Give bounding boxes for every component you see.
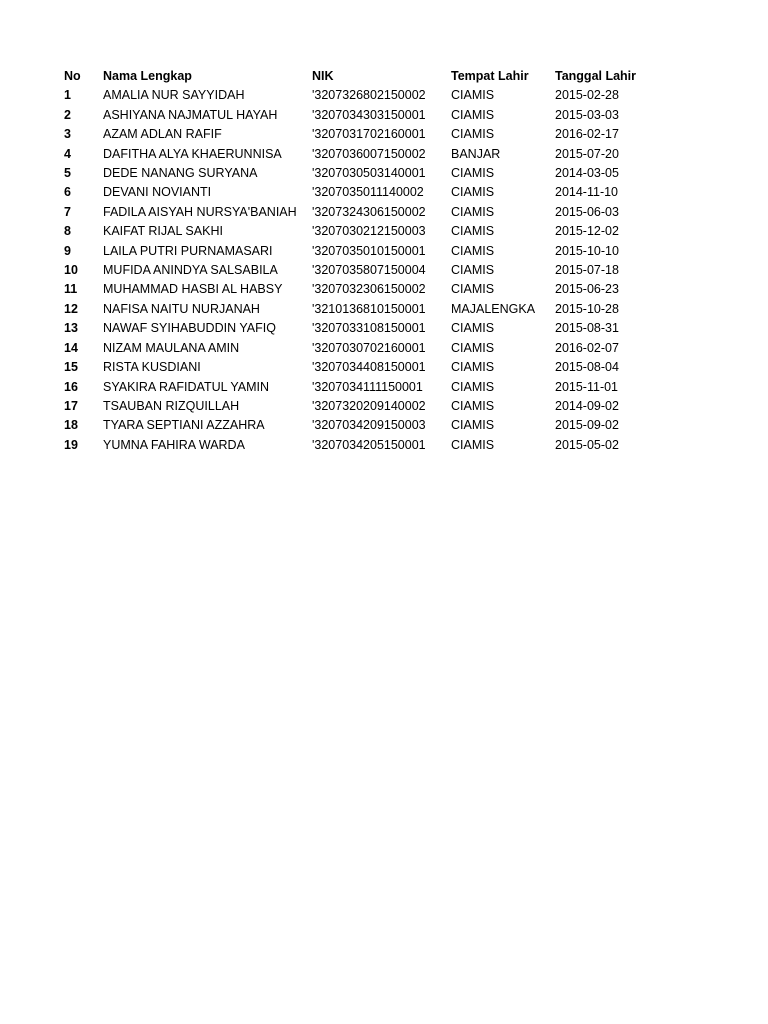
cell-nik: '3207030702160001 <box>312 340 426 355</box>
cell-nik: '3210136810150001 <box>312 301 426 316</box>
cell-tempat-lahir: MAJALENGKA <box>451 301 536 316</box>
cell-nama-lengkap: FADILA AISYAH NURSYA'BANIAH <box>103 204 297 219</box>
cell-tempat-lahir: CIAMIS <box>451 224 495 239</box>
cell-tanggal-lahir: 2015-06-03 <box>555 204 619 219</box>
cell-tempat-lahir: CIAMIS <box>451 166 495 181</box>
cell-tempat-lahir: CIAMIS <box>451 437 495 452</box>
cell-tanggal-lahir: 2014-11-10 <box>555 185 619 200</box>
cell-tempat-lahir: CIAMIS <box>451 398 495 413</box>
cell-nik: '3207036007150002 <box>312 146 426 161</box>
cell-tanggal-lahir: 2015-05-02 <box>555 437 619 452</box>
cell-nama-lengkap: NIZAM MAULANA AMIN <box>103 340 240 355</box>
cell-tempat-lahir: CIAMIS <box>451 282 495 297</box>
table-row <box>60 436 645 455</box>
table-row <box>60 300 645 319</box>
cell-nik: '3207035011140002 <box>312 185 424 200</box>
header-nik: NIK <box>312 69 334 83</box>
cell-nik: '3207320209140002 <box>312 398 426 413</box>
cell-no: 3 <box>64 127 71 142</box>
cell-tempat-lahir: CIAMIS <box>451 321 495 336</box>
cell-nama-lengkap: AMALIA NUR SAYYIDAH <box>103 88 245 103</box>
cell-nama-lengkap: TSAUBAN RIZQUILLAH <box>103 398 240 413</box>
table-row <box>60 397 645 416</box>
cell-no: 9 <box>64 243 71 258</box>
header-tanggal-lahir: Tanggal Lahir <box>555 69 637 83</box>
cell-nik: '3207031702160001 <box>312 127 426 142</box>
cell-no: 4 <box>64 146 71 161</box>
cell-nik: '3207034111150001 <box>312 379 423 394</box>
cell-nama-lengkap: SYAKIRA RAFIDATUL YAMIN <box>103 379 270 394</box>
cell-no: 13 <box>64 321 78 336</box>
header-no: No <box>64 69 81 83</box>
cell-nama-lengkap: KAIFAT RIJAL SAKHI <box>103 224 223 239</box>
cell-no: 5 <box>64 166 71 181</box>
table-row <box>60 242 645 261</box>
cell-no: 18 <box>64 418 78 433</box>
table-row <box>60 125 645 144</box>
cell-nama-lengkap: MUHAMMAD HASBI AL HABSY <box>103 282 283 297</box>
cell-nik: '3207034303150001 <box>312 107 426 122</box>
cell-tempat-lahir: CIAMIS <box>451 88 495 103</box>
table-row <box>60 378 645 397</box>
cell-nama-lengkap: RISTA KUSDIANI <box>103 360 201 375</box>
cell-tanggal-lahir: 2014-09-02 <box>555 398 619 413</box>
cell-tanggal-lahir: 2015-02-28 <box>555 88 619 103</box>
cell-no: 8 <box>64 224 71 239</box>
cell-no: 1 <box>64 88 71 103</box>
cell-nik: '3207030503140001 <box>312 166 426 181</box>
cell-nama-lengkap: DEVANI NOVIANTI <box>103 185 212 200</box>
cell-tanggal-lahir: 2015-10-28 <box>555 301 619 316</box>
cell-nama-lengkap: YUMNA FAHIRA WARDA <box>103 437 245 452</box>
cell-no: 12 <box>64 301 78 316</box>
cell-nama-lengkap: NAFISA NAITU NURJANAH <box>103 301 260 316</box>
cell-tempat-lahir: CIAMIS <box>451 379 495 394</box>
table-row <box>60 339 645 358</box>
cell-tempat-lahir: CIAMIS <box>451 185 495 200</box>
table-row <box>60 280 645 299</box>
cell-nik: '3207033108150001 <box>312 321 426 336</box>
cell-tempat-lahir: BANJAR <box>451 146 501 161</box>
student-table <box>60 67 645 455</box>
cell-tempat-lahir: CIAMIS <box>451 107 495 122</box>
cell-tanggal-lahir: 2015-07-18 <box>555 263 619 278</box>
cell-tanggal-lahir: 2015-07-20 <box>555 146 619 161</box>
cell-nik: '3207034205150001 <box>312 437 426 452</box>
cell-nik: '3207032306150002 <box>312 282 426 297</box>
table-row <box>60 164 645 183</box>
table-row <box>60 106 645 125</box>
cell-tempat-lahir: CIAMIS <box>451 204 495 219</box>
header-tempat-lahir: Tempat Lahir <box>451 69 529 83</box>
cell-tanggal-lahir: 2015-12-02 <box>555 224 619 239</box>
cell-tanggal-lahir: 2015-11-01 <box>555 379 619 394</box>
cell-nik: '3207035807150004 <box>312 263 426 278</box>
cell-nik: '3207326802150002 <box>312 88 426 103</box>
cell-no: 17 <box>64 398 78 413</box>
cell-nik: '3207324306150002 <box>312 204 426 219</box>
cell-nama-lengkap: LAILA PUTRI PURNAMASARI <box>103 243 273 258</box>
cell-tempat-lahir: CIAMIS <box>451 263 495 278</box>
cell-tempat-lahir: CIAMIS <box>451 418 495 433</box>
cell-nama-lengkap: ASHIYANA NAJMATUL HAYAH <box>103 107 278 122</box>
cell-nama-lengkap: NAWAF SYIHABUDDIN YAFIQ <box>103 321 276 336</box>
table-row <box>60 203 645 222</box>
table-row <box>60 319 645 338</box>
header-nama-lengkap: Nama Lengkap <box>103 69 192 83</box>
table-row <box>60 86 645 105</box>
cell-nik: '3207035010150001 <box>312 243 426 258</box>
table-row <box>60 358 645 377</box>
table-body <box>60 86 645 455</box>
cell-tempat-lahir: CIAMIS <box>451 127 495 142</box>
cell-tempat-lahir: CIAMIS <box>451 340 495 355</box>
cell-no: 19 <box>64 437 78 452</box>
cell-tanggal-lahir: 2015-06-23 <box>555 282 619 297</box>
table-row <box>60 222 645 241</box>
cell-nik: '3207030212150003 <box>312 224 426 239</box>
cell-no: 15 <box>64 360 78 375</box>
cell-tanggal-lahir: 2016-02-17 <box>555 127 619 142</box>
cell-no: 14 <box>64 340 78 355</box>
cell-tanggal-lahir: 2016-02-07 <box>555 340 619 355</box>
cell-nik: '3207034408150001 <box>312 360 426 375</box>
cell-nama-lengkap: TYARA SEPTIANI AZZAHRA <box>103 418 265 433</box>
cell-tanggal-lahir: 2015-08-31 <box>555 321 619 336</box>
cell-no: 7 <box>64 204 71 219</box>
cell-tanggal-lahir: 2014-03-05 <box>555 166 619 181</box>
cell-no: 11 <box>64 282 78 297</box>
cell-no: 2 <box>64 107 71 122</box>
cell-no: 10 <box>64 263 78 278</box>
cell-tanggal-lahir: 2015-10-10 <box>555 243 619 258</box>
cell-tanggal-lahir: 2015-08-04 <box>555 360 619 375</box>
table-row <box>60 183 645 202</box>
table-row <box>60 416 645 435</box>
cell-nama-lengkap: MUFIDA ANINDYA SALSABILA <box>103 263 278 278</box>
table-header-row <box>60 67 645 86</box>
cell-nama-lengkap: DEDE NANANG SURYANA <box>103 166 258 181</box>
cell-no: 16 <box>64 379 78 394</box>
cell-nama-lengkap: AZAM ADLAN RAFIF <box>103 127 222 142</box>
cell-nik: '3207034209150003 <box>312 418 426 433</box>
cell-no: 6 <box>64 185 71 200</box>
table-row <box>60 145 645 164</box>
cell-tempat-lahir: CIAMIS <box>451 243 495 258</box>
cell-nama-lengkap: DAFITHA ALYA KHAERUNNISA <box>103 146 282 161</box>
table-row <box>60 261 645 280</box>
cell-tanggal-lahir: 2015-09-02 <box>555 418 619 433</box>
cell-tanggal-lahir: 2015-03-03 <box>555 107 619 122</box>
cell-tempat-lahir: CIAMIS <box>451 360 495 375</box>
